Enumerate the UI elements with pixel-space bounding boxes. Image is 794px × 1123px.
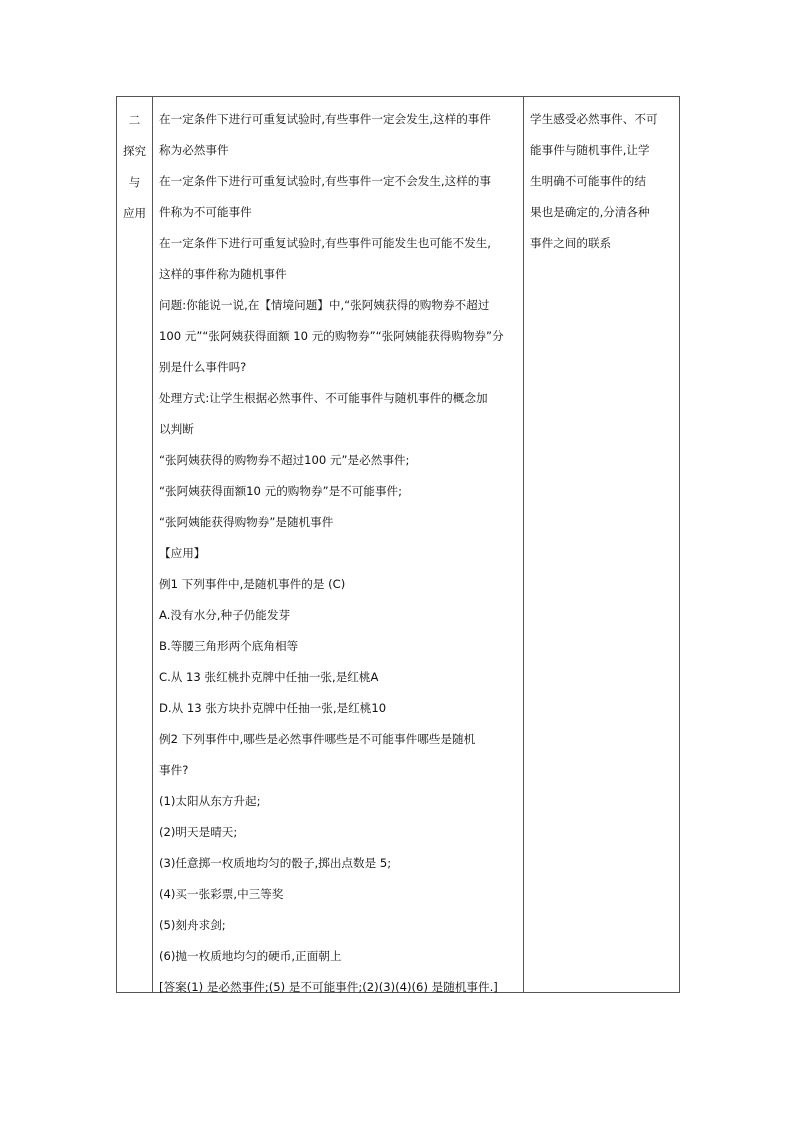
text-line: 100 元”“张阿姨获得面额 10 元的购物券”“张阿姨能获得购物券”分 (159, 329, 504, 343)
stage-cell (117, 97, 153, 993)
text-line: (5)刻舟求剑; (159, 918, 226, 932)
content-text (153, 97, 523, 992)
text-line: (2)明天是晴天; (159, 825, 238, 839)
stage-label-line: 探究 (123, 144, 146, 158)
text-line: 这样的事件称为随机事件 (159, 267, 287, 281)
text-line: 果也是确定的,分清各种 (530, 205, 650, 219)
text-line: “张阿姨能获得购物券”是随机事件 (159, 515, 334, 529)
text-line: [答案(1) 是必然事件;(5) 是不可能事件;(2)(3)(4)(6) 是随机事件.] (159, 980, 498, 994)
text-line: “张阿姨获得的购物券不超过100 元”是必然事件; (159, 453, 410, 467)
text-line: 处理方式:让学生根据必然事件、不可能事件与随机事件的概念加 (159, 391, 488, 405)
text-line: “张阿姨获得面额10 元的购物券”是不可能事件; (159, 484, 403, 498)
text-line: 事件? (159, 763, 189, 777)
text-line: (6)抛一枚质地均匀的硬币,正面朝上 (159, 949, 342, 963)
intent-text (524, 97, 679, 259)
text-line: A.没有水分,种子仍能发芽 (159, 608, 291, 622)
text-line: 例1 下列事件中,是随机事件的是 (C) (159, 577, 346, 591)
text-line: (1)太阳从东方升起; (159, 794, 261, 808)
text-line: 以判断 (159, 422, 194, 436)
intent-cell (524, 97, 680, 993)
text-line: 在一定条件下进行可重复试验时,有些事件一定会发生,这样的事件 (159, 112, 491, 126)
text-line: D.从 13 张方块扑克牌中任抽一张,是红桃10 (159, 701, 387, 715)
stage-label-line: 应用 (123, 206, 146, 220)
text-line: 问题:你能说一说,在【情境问题】中,“张阿姨获得的购物券不超过 (159, 298, 490, 312)
text-line: 件称为不可能事件 (159, 205, 252, 219)
text-line: 【应用】 (159, 546, 206, 560)
text-line: 别是什么事件吗? (159, 360, 247, 374)
stage-label-line: 与 (128, 175, 141, 189)
text-line: B.等腰三角形两个底角相等 (159, 639, 299, 653)
stage-label-line: 二 (128, 113, 141, 127)
text-line: 能事件与随机事件,让学 (530, 143, 650, 157)
text-line: (3)任意掷一枚质地均匀的骰子,掷出点数是 5; (159, 856, 392, 870)
text-line: 事件之间的联系 (530, 236, 612, 250)
text-line: 例2 下列事件中,哪些是必然事件哪些是不可能事件哪些是随机 (159, 732, 476, 746)
content-cell (153, 97, 524, 993)
stage-label (117, 97, 152, 229)
text-line: 称为必然事件 (159, 143, 229, 157)
text-line: 在一定条件下进行可重复试验时,有些事件一定不会发生,这样的事 (159, 174, 491, 188)
text-line: 在一定条件下进行可重复试验时,有些事件可能发生也可能不发生, (159, 236, 491, 250)
table-row (117, 97, 680, 993)
text-line: C.从 13 张红桃扑克牌中任抽一张,是红桃A (159, 670, 379, 684)
lesson-table (116, 96, 680, 993)
text-line: (4)买一张彩票,中三等奖 (159, 887, 284, 901)
text-line: 学生感受必然事件、不可 (530, 112, 658, 126)
text-line: 生明确不可能事件的结 (530, 174, 646, 188)
